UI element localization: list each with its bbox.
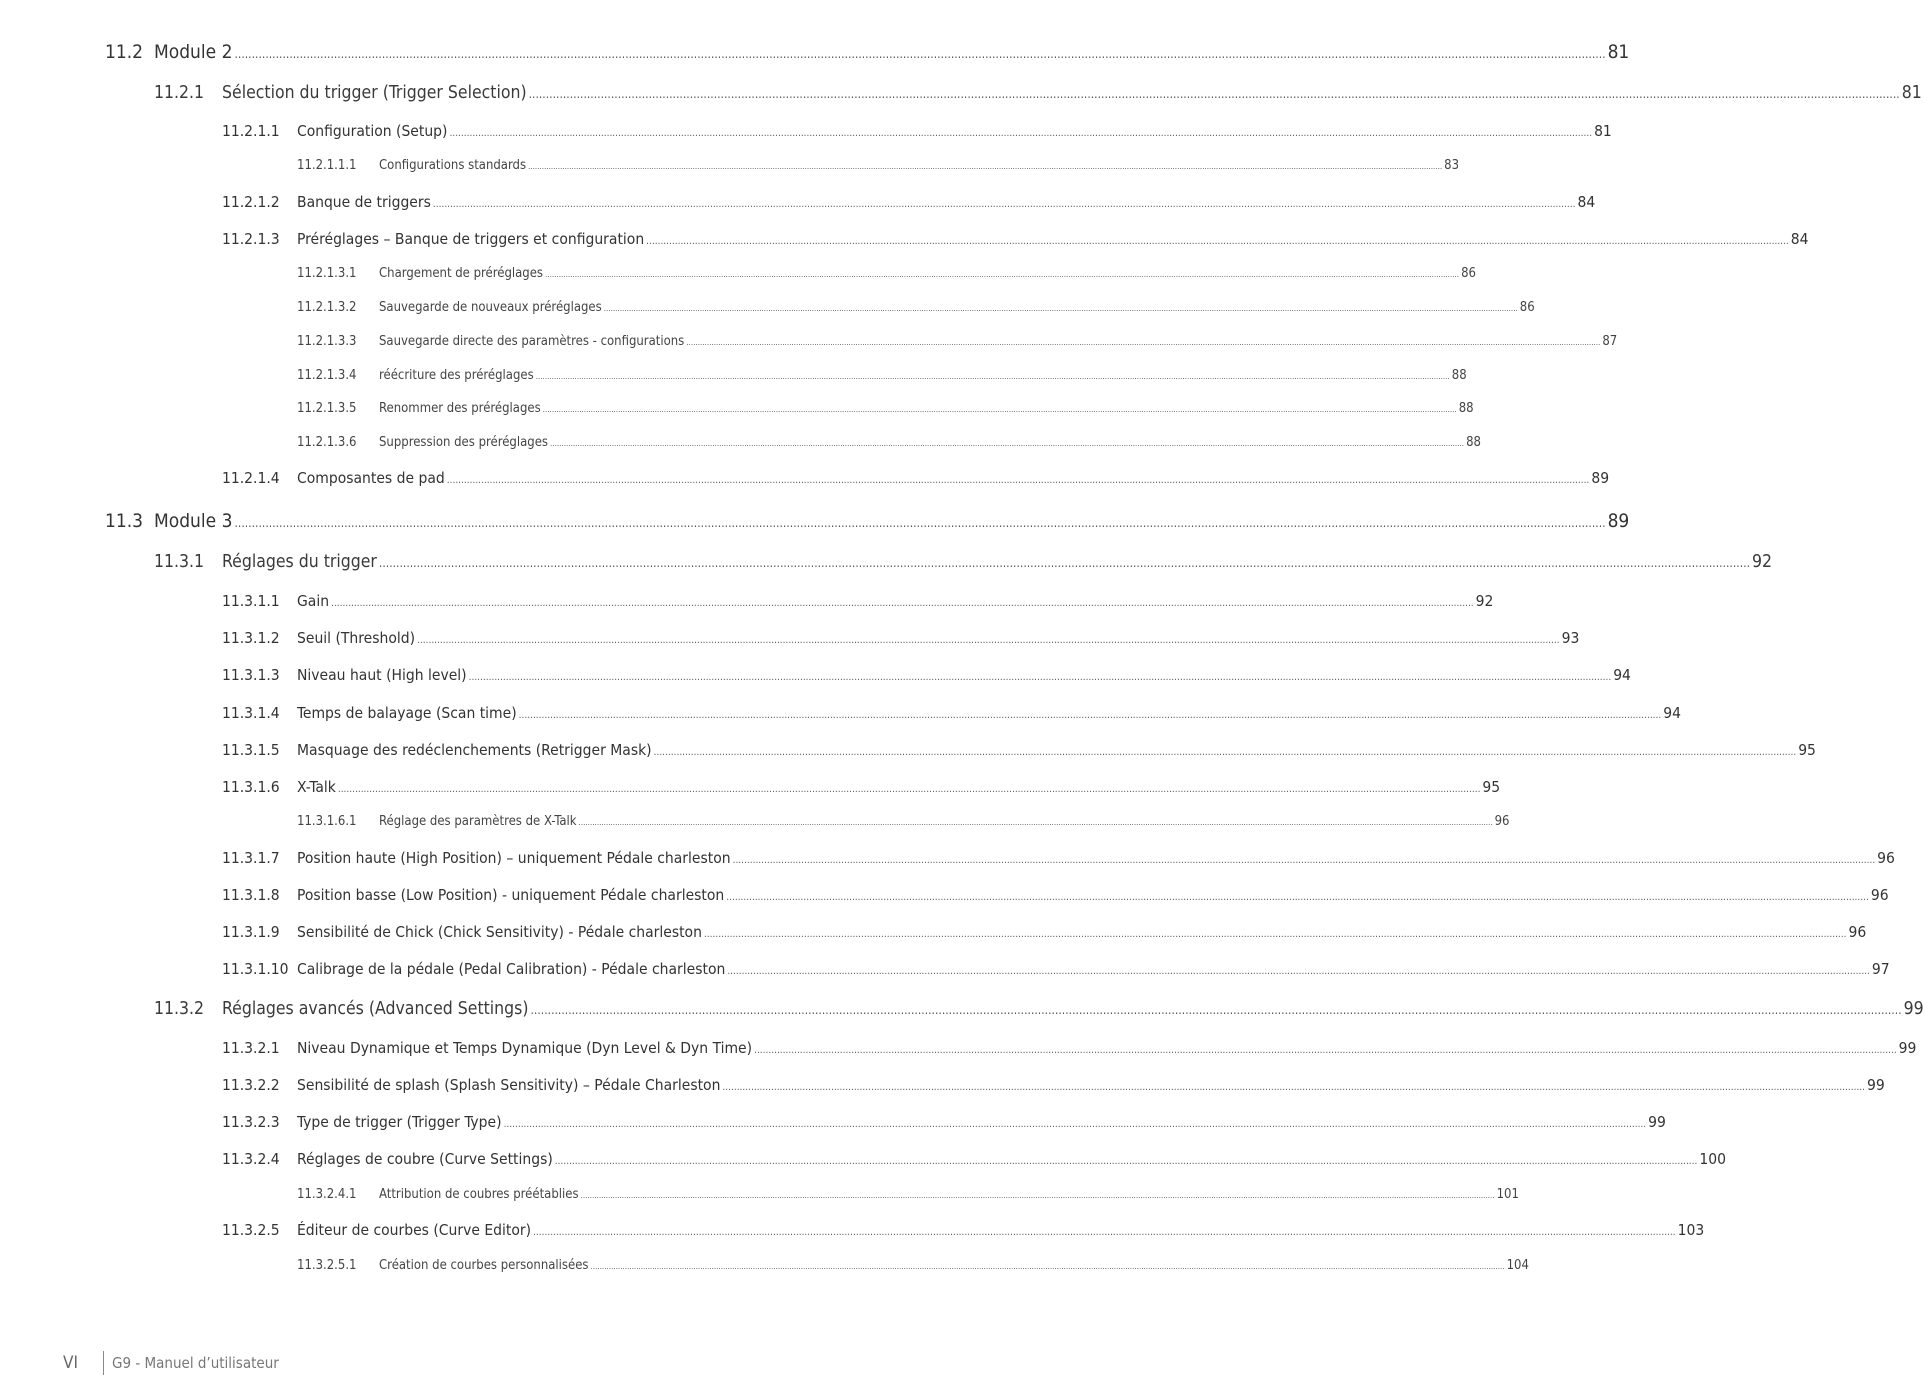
toc-entry-page: 95 <box>1798 741 1816 759</box>
toc-entry-title: Sauvegarde directe des paramètres - configurations <box>379 334 685 349</box>
toc-entry-page: 94 <box>1663 704 1681 722</box>
toc-entry[interactable] <box>222 741 1816 759</box>
toc-dot-leader: ................................................................................................................................................................................................................................................................................................................................................................................................................ <box>530 1003 1902 1017</box>
toc-dot-leader: ................................................................................................................................................................................................................................................................................................................................................................................................................ <box>337 784 1481 795</box>
toc-entry[interactable] <box>297 814 1510 829</box>
toc-entry-number: 11.3.2.3 <box>222 1113 280 1131</box>
toc-entry-title: Configurations standards <box>379 158 527 173</box>
page-footer <box>63 1350 279 1376</box>
toc-dot-leader: ................................................................................................................................................................................................................................................................................................................................................................................................................ <box>653 747 1797 758</box>
toc-dot-leader: ................................................................................................................................................................................................................................................................................................................................................................................................................ <box>417 635 1560 646</box>
toc-entry[interactable] <box>105 41 1630 63</box>
toc-entry[interactable] <box>297 1187 1519 1202</box>
toc-dot-leader: ................................................................................................................................................................................................................................................................................................................................................................................................................ <box>234 516 1606 530</box>
toc-entry-number: 11.3.1 <box>154 552 205 572</box>
toc-entry-page: 92 <box>1752 552 1773 572</box>
toc-dot-leader: ................................................................................................................................................................................................................................................................................................................................................................................................................ <box>234 47 1606 61</box>
toc-entry-title: Création de courbes personnalisées <box>379 1258 589 1273</box>
toc-entry-number: 11.3.1.5 <box>222 741 280 759</box>
toc-entry-page: 88 <box>1451 368 1467 383</box>
toc-entry-page: 89 <box>1591 469 1610 487</box>
toc-entry-title: Module 2 <box>154 41 233 63</box>
toc-entry-page: 81 <box>1607 41 1630 63</box>
toc-entry[interactable] <box>297 158 1460 173</box>
toc-entry-number: 11.2.1.3.3 <box>297 334 357 349</box>
toc-entry-number: 11.2.1.4 <box>222 469 280 487</box>
toc-entry-page: 92 <box>1475 592 1494 610</box>
toc-entry[interactable] <box>222 469 1610 487</box>
toc-entry-number: 11.3.1.10 <box>222 960 289 978</box>
toc-entry-title: Composantes de pad <box>297 469 445 487</box>
toc-entry[interactable] <box>222 923 1867 941</box>
toc-entry-title: Sélection du trigger (Trigger Selection) <box>222 83 527 103</box>
toc-entry[interactable] <box>297 266 1476 281</box>
toc-entry-title: Gain <box>297 592 330 610</box>
toc-dot-leader: ................................................................................................................................................................................................................................................................................................................................................................................................................ <box>528 162 1443 171</box>
toc-entry-page: 97 <box>1871 960 1890 978</box>
toc-entry-title: Attribution de coubres préétablies <box>379 1187 579 1202</box>
toc-entry-title: Calibrage de la pédale (Pedal Calibration) - Pédale charleston <box>297 960 726 978</box>
toc-entry-number: 11.2.1.1.1 <box>297 158 357 173</box>
toc-entry-title: Position haute (High Position) – uniquement Pédale charleston <box>297 849 731 867</box>
toc-entry-page: 96 <box>1870 886 1889 904</box>
toc-dot-leader: ................................................................................................................................................................................................................................................................................................................................................................................................................ <box>535 372 1450 381</box>
toc-dot-leader: ................................................................................................................................................................................................................................................................................................................................................................................................................ <box>732 855 1876 866</box>
toc-entry[interactable] <box>222 193 1596 211</box>
toc-entry[interactable] <box>222 1221 1705 1239</box>
toc-dot-leader: ................................................................................................................................................................................................................................................................................................................................................................................................................ <box>468 672 1612 683</box>
toc-entry[interactable] <box>222 1113 1666 1131</box>
toc-entry-number: 11.2.1.2 <box>222 193 280 211</box>
toc-entry-number: 11.2.1.3 <box>222 230 280 248</box>
toc-entry-page: 89 <box>1607 510 1630 532</box>
toc-entry-number: 11.3.1.1 <box>222 592 280 610</box>
toc-entry-title: Sensibilité de splash (Splash Sensitivity) – Pédale Charleston <box>297 1076 721 1094</box>
toc-dot-leader: ................................................................................................................................................................................................................................................................................................................................................................................................................ <box>533 1227 1676 1238</box>
toc-dot-leader: ................................................................................................................................................................................................................................................................................................................................................................................................................ <box>590 1262 1505 1271</box>
toc-entry-page: 99 <box>1867 1076 1885 1094</box>
toc-entry-title: Suppression des préréglages <box>379 435 548 450</box>
toc-dot-leader: ................................................................................................................................................................................................................................................................................................................................................................................................................ <box>727 966 1870 977</box>
toc-entry-number: 11.2.1.1 <box>222 122 280 140</box>
toc-entry-number: 11.3.2.5.1 <box>297 1258 357 1273</box>
toc-entry-title: Masquage des redéclenchements (Retrigger Mask) <box>297 741 652 759</box>
toc-entry-page: 96 <box>1877 849 1895 867</box>
toc-dot-leader: ................................................................................................................................................................................................................................................................................................................................................................................................................ <box>545 270 1460 279</box>
toc-dot-leader: ................................................................................................................................................................................................................................................................................................................................................................................................................ <box>580 1191 1495 1200</box>
toc-dot-leader: ................................................................................................................................................................................................................................................................................................................................................................................................................ <box>603 304 1518 313</box>
toc-entry[interactable] <box>154 999 1924 1019</box>
toc-entry-number: 11.3.1.7 <box>222 849 280 867</box>
toc-entry[interactable] <box>222 592 1494 610</box>
toc-entry[interactable] <box>222 1039 1917 1057</box>
toc-entry[interactable] <box>297 368 1467 383</box>
toc-entry-title: Chargement de préréglages <box>379 266 544 281</box>
toc-entry-title: Réglage des paramètres de X-Talk <box>379 814 577 829</box>
toc-dot-leader: ................................................................................................................................................................................................................................................................................................................................................................................................................ <box>331 598 1474 609</box>
toc-entry-page: 95 <box>1482 778 1501 796</box>
toc-entry[interactable] <box>222 122 1612 140</box>
toc-dot-leader: ................................................................................................................................................................................................................................................................................................................................................................................................................ <box>518 710 1662 721</box>
toc-entry[interactable] <box>222 849 1895 867</box>
toc-entry-number: 11.3.1.2 <box>222 629 280 647</box>
toc-dot-leader: ................................................................................................................................................................................................................................................................................................................................................................................................................ <box>578 818 1493 827</box>
toc-entry[interactable] <box>222 629 1580 647</box>
toc-entry-title: Position basse (Low Position) - uniquement Pédale charleston <box>297 886 725 904</box>
toc-entry-page: 86 <box>1519 300 1535 315</box>
toc-entry-page: 99 <box>1648 1113 1666 1131</box>
toc-entry[interactable] <box>297 401 1474 416</box>
toc-dot-leader: ................................................................................................................................................................................................................................................................................................................................................................................................................ <box>703 929 1847 940</box>
toc-entry-title: Renommer des préréglages <box>379 401 541 416</box>
toc-entry-title: Configuration (Setup) <box>297 122 448 140</box>
toc-entry[interactable] <box>222 1076 1885 1094</box>
toc-entry-title: Type de trigger (Trigger Type) <box>297 1113 502 1131</box>
toc-dot-leader: ................................................................................................................................................................................................................................................................................................................................................................................................................ <box>542 405 1457 414</box>
toc-entry-page: 81 <box>1901 83 1922 103</box>
toc-entry-number: 11.3.2.2 <box>222 1076 280 1094</box>
toc-entry[interactable] <box>297 435 1481 450</box>
toc-entry-number: 11.3.2.1 <box>222 1039 280 1057</box>
toc-entry-page: 86 <box>1461 266 1476 281</box>
toc-entry[interactable] <box>154 552 1773 572</box>
toc-entry-number: 11.3.1.3 <box>222 666 280 684</box>
toc-entry-title: X-Talk <box>297 778 336 796</box>
toc-entry-number: 11.3.1.9 <box>222 923 280 941</box>
toc-entry-page: 99 <box>1898 1039 1917 1057</box>
toc-entry-title: Sensibilité de Chick (Chick Sensitivity) - Pédale charleston <box>297 923 702 941</box>
toc-entry-page: 87 <box>1602 334 1618 349</box>
toc-dot-leader: ................................................................................................................................................................................................................................................................................................................................................................................................................ <box>449 128 1593 139</box>
toc-dot-leader: ................................................................................................................................................................................................................................................................................................................................................................................................................ <box>378 556 1750 570</box>
toc-entry-page: 100 <box>1699 1150 1726 1168</box>
toc-entry[interactable] <box>222 230 1809 248</box>
toc-entry-number: 11.3.2 <box>154 999 205 1019</box>
toc-entry[interactable] <box>222 960 1890 978</box>
toc-entry-number: 11.2.1.3.5 <box>297 401 357 416</box>
toc-entry-title: Réglages de coubre (Curve Settings) <box>297 1150 553 1168</box>
footer-divider <box>103 1351 104 1375</box>
toc-entry-page: 99 <box>1903 999 1924 1019</box>
toc-entry-title: Seuil (Threshold) <box>297 629 416 647</box>
toc-entry-page: 104 <box>1506 1258 1529 1273</box>
toc-dot-leader: ................................................................................................................................................................................................................................................................................................................................................................................................................ <box>503 1119 1647 1130</box>
toc-entry-page: 81 <box>1594 122 1612 140</box>
toc-entry-number: 11.2.1.3.2 <box>297 300 357 315</box>
toc-entry-title: Réglages avancés (Advanced Settings) <box>222 999 529 1019</box>
toc-entry-title: Banque de triggers <box>297 193 431 211</box>
toc-entry-page: 83 <box>1444 158 1460 173</box>
toc-entry-number: 11.2 <box>105 41 144 63</box>
toc-entry[interactable] <box>105 510 1630 532</box>
toc-entry[interactable] <box>297 334 1618 349</box>
toc-entry[interactable] <box>154 83 1922 103</box>
toc-entry[interactable] <box>297 300 1535 315</box>
toc-entry-number: 11.3.1.6 <box>222 778 280 796</box>
toc-entry-number: 11.3.2.5 <box>222 1221 280 1239</box>
toc-dot-leader: ................................................................................................................................................................................................................................................................................................................................................................................................................ <box>432 199 1576 210</box>
toc-entry-title: Niveau Dynamique et Temps Dynamique (Dyn Level & Dyn Time) <box>297 1039 753 1057</box>
toc-entry-page: 96 <box>1848 923 1867 941</box>
toc-entry-page: 88 <box>1466 435 1481 450</box>
toc-entry-page: 84 <box>1577 193 1596 211</box>
toc-dot-leader: ................................................................................................................................................................................................................................................................................................................................................................................................................ <box>550 439 1465 448</box>
toc-dot-leader: ................................................................................................................................................................................................................................................................................................................................................................................................................ <box>726 892 1869 903</box>
toc-dot-leader: ................................................................................................................................................................................................................................................................................................................................................................................................................ <box>646 236 1789 247</box>
toc-entry-number: 11.3.1.4 <box>222 704 280 722</box>
toc-dot-leader: ................................................................................................................................................................................................................................................................................................................................................................................................................ <box>528 87 1900 101</box>
toc-dot-leader: ................................................................................................................................................................................................................................................................................................................................................................................................................ <box>446 475 1590 486</box>
toc-entry-page: 88 <box>1458 401 1474 416</box>
toc-dot-leader: ................................................................................................................................................................................................................................................................................................................................................................................................................ <box>754 1045 1897 1056</box>
toc-entry-number: 11.3 <box>105 510 144 532</box>
toc-entry-number: 11.3.1.8 <box>222 886 280 904</box>
toc-entry-title: Niveau haut (High level) <box>297 666 467 684</box>
toc-entry-number: 11.3.1.6.1 <box>297 814 357 829</box>
footer-document-title: G9 - Manuel d’utilisateur <box>112 1354 279 1372</box>
toc-entry[interactable] <box>297 1258 1529 1273</box>
toc-entry-page: 93 <box>1561 629 1580 647</box>
footer-page-number: VI <box>63 1353 78 1373</box>
toc-entry-number: 11.3.2.4 <box>222 1150 280 1168</box>
toc-entry-title: Module 3 <box>154 510 233 532</box>
toc-entry-number: 11.2.1.3.4 <box>297 368 357 383</box>
toc-entry-title: Temps de balayage (Scan time) <box>297 704 517 722</box>
toc-entry-number: 11.3.2.4.1 <box>297 1187 357 1202</box>
toc-entry[interactable] <box>222 778 1501 796</box>
toc-entry-number: 11.2.1.3.1 <box>297 266 357 281</box>
toc-entry[interactable] <box>222 1150 1726 1168</box>
toc-dot-leader: ................................................................................................................................................................................................................................................................................................................................................................................................................ <box>686 338 1601 347</box>
toc-dot-leader: ................................................................................................................................................................................................................................................................................................................................................................................................................ <box>722 1082 1865 1093</box>
toc-entry-title: Réglages du trigger <box>222 552 377 572</box>
toc-entry-title: Préréglages – Banque de triggers et configuration <box>297 230 645 248</box>
toc-dot-leader: ................................................................................................................................................................................................................................................................................................................................................................................................................ <box>554 1156 1698 1167</box>
toc-entry[interactable] <box>222 704 1681 722</box>
toc-entry-page: 94 <box>1613 666 1631 684</box>
toc-entry-page: 84 <box>1790 230 1809 248</box>
toc-entry-number: 11.2.1 <box>154 83 205 103</box>
toc-entry-page: 103 <box>1677 1221 1705 1239</box>
toc-entry-title: Sauvegarde de nouveaux préréglages <box>379 300 602 315</box>
toc-entry-page: 96 <box>1494 814 1510 829</box>
toc-entry[interactable] <box>222 666 1631 684</box>
toc-entry-title: réécriture des préréglages <box>379 368 534 383</box>
toc-entry-page: 101 <box>1496 1187 1519 1202</box>
toc-entry[interactable] <box>222 886 1889 904</box>
toc-entry-number: 11.2.1.3.6 <box>297 435 357 450</box>
toc-entry-title: Éditeur de courbes (Curve Editor) <box>297 1221 532 1239</box>
